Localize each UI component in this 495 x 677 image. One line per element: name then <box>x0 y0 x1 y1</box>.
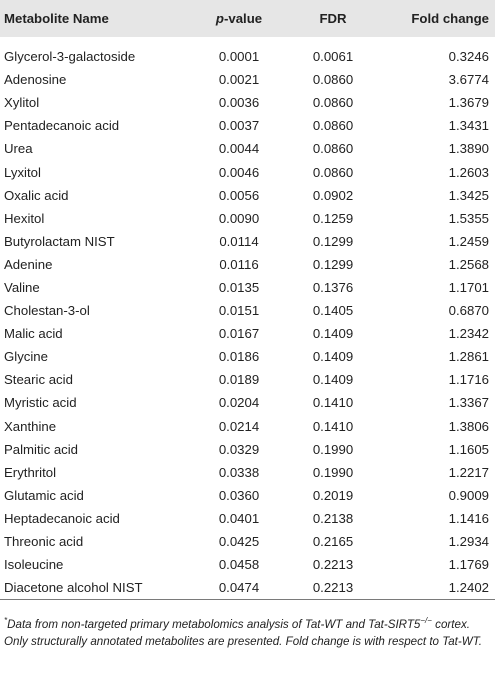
table-row <box>0 230 495 253</box>
p-value-cell: 0.0474 <box>195 576 283 600</box>
fold-change-cell: 1.1605 <box>448 441 489 457</box>
metabolite-name-cell: Hexitol <box>4 210 45 226</box>
p-value-cell: 0.0021 <box>218 72 260 88</box>
metabolite-name-cell: Adenosine <box>4 72 67 88</box>
fold-change-cell: 1.2217 <box>448 464 489 480</box>
p-value-cell: 0.0186 <box>218 349 260 365</box>
table-row <box>0 461 495 484</box>
table-row <box>0 484 495 507</box>
metabolite-name-cell: Valine <box>4 279 40 295</box>
metabolite-name-cell: Palmitic acid <box>4 441 79 457</box>
metabolite-name-cell: Heptadecanoic acid <box>4 510 120 526</box>
p-value-cell: 0.0037 <box>218 118 260 134</box>
metabolite-name-cell: Pentadecanoic acid <box>4 118 120 134</box>
metabolite-name-cell: Adenine <box>4 256 53 272</box>
p-value-cell: 0.0114 <box>219 233 259 249</box>
p-value-cell: 0.0204 <box>218 395 260 411</box>
fold-change-cell: 1.2861 <box>448 349 489 365</box>
metabolite-name-cell: Glutamic acid <box>4 487 84 503</box>
metabolite-name-cell: Xanthine <box>4 418 57 434</box>
table-row <box>0 160 495 183</box>
metabolite-name-cell: Myristic acid <box>4 395 77 411</box>
table-row <box>0 576 495 600</box>
footnote-text-before: Data from non-targeted primary metabolomics analysis of Tat-WT and Tat-SIRT5 <box>7 618 421 631</box>
metabolite-name-cell: Oxalic acid <box>4 187 69 203</box>
table-row <box>0 91 495 114</box>
fdr-cell: 0.1410 <box>312 395 354 411</box>
p-value-cell: 0.0116 <box>219 256 259 272</box>
header-fdr: FDR <box>319 11 347 26</box>
metabolite-name-cell: Isoleucine <box>4 557 64 573</box>
table-footnote <box>4 616 491 650</box>
fdr-cell: 0.1410 <box>312 418 354 434</box>
fold-change-cell: 0.9009 <box>448 487 489 503</box>
fdr-cell: 0.1259 <box>312 210 354 226</box>
metabolite-name-cell: Cholestan-3-ol <box>4 303 90 319</box>
fold-change-cell: 1.3425 <box>448 187 489 203</box>
p-value-cell: 0.0360 <box>218 487 260 503</box>
fold-change-cell: 0.3246 <box>448 49 489 65</box>
header-p-italic: p <box>215 11 224 26</box>
p-value-cell: 0.0214 <box>218 418 260 434</box>
header-p-rest: -value <box>223 11 263 26</box>
metabolite-name-cell: Diacetone alcohol NIST <box>0 576 195 600</box>
fold-change-cell: 1.2342 <box>448 326 489 342</box>
metabolite-name-cell: Threonic acid <box>4 534 84 550</box>
p-value-cell: 0.0189 <box>218 372 260 388</box>
metabolite-name-cell: Lyxitol <box>4 164 41 180</box>
footnote-marker: * <box>4 616 8 626</box>
fdr-cell: 0.0860 <box>312 95 354 111</box>
metabolite-name-cell: Xylitol <box>4 95 40 111</box>
fdr-cell: 0.1299 <box>312 233 354 249</box>
fdr-cell: 0.1990 <box>312 441 354 457</box>
footnote-superscript: −/− <box>420 616 432 626</box>
p-value-cell: 0.0036 <box>218 95 260 111</box>
fold-change-cell: 1.1701 <box>448 279 489 295</box>
fdr-cell: 0.2213 <box>283 576 383 600</box>
table-row <box>0 507 495 530</box>
fold-change-cell: 1.2459 <box>448 233 489 249</box>
metabolite-name-cell: Glycerol-3-galactoside <box>4 49 136 65</box>
p-value-cell: 0.0458 <box>218 557 260 573</box>
metabolite-name-cell: Stearic acid <box>4 372 73 388</box>
p-value-cell: 0.0056 <box>218 187 260 203</box>
p-value-cell: 0.0001 <box>218 49 260 65</box>
metabolite-name-cell: Glycine <box>4 349 48 365</box>
table-row <box>0 37 495 68</box>
table-row <box>0 299 495 322</box>
p-value-cell: 0.0425 <box>218 534 260 550</box>
table-row <box>0 276 495 299</box>
fold-change-cell: 1.2934 <box>448 534 489 550</box>
fold-change-cell: 3.6774 <box>448 72 489 88</box>
fdr-cell: 0.0860 <box>312 164 354 180</box>
fold-change-cell: 1.3431 <box>448 118 489 134</box>
fdr-cell: 0.2019 <box>312 487 354 503</box>
p-value-cell: 0.0338 <box>218 464 260 480</box>
metabolite-name-cell: Butyrolactam NIST <box>4 233 115 249</box>
fold-change-cell: 1.1769 <box>448 557 489 573</box>
footnote-text-after: cortex. Only structurally annotated metabolites are presented. Fold change is with respect to Tat-WT. <box>4 618 482 648</box>
fdr-cell: 0.1990 <box>312 464 354 480</box>
fold-change-cell: 1.3890 <box>448 141 489 157</box>
p-value-cell: 0.0401 <box>218 510 260 526</box>
fdr-cell: 0.1405 <box>312 303 354 319</box>
table-row <box>0 184 495 207</box>
table-row <box>0 415 495 438</box>
fdr-cell: 0.1409 <box>312 349 354 365</box>
fdr-cell: 0.1299 <box>312 256 354 272</box>
table-row <box>0 438 495 461</box>
fold-change-cell: 1.2603 <box>448 164 489 180</box>
fdr-cell: 0.2138 <box>312 510 354 526</box>
fold-change-cell: 1.3806 <box>448 418 489 434</box>
fdr-cell: 0.0860 <box>312 118 354 134</box>
p-value-cell: 0.0167 <box>218 326 260 342</box>
p-value-cell: 0.0329 <box>218 441 260 457</box>
table-row <box>0 207 495 230</box>
table-row <box>0 530 495 553</box>
table-row <box>0 114 495 137</box>
fold-change-cell: 1.1416 <box>448 510 489 526</box>
table-row <box>0 68 495 91</box>
fdr-cell: 0.1376 <box>312 279 354 295</box>
metabolite-name-cell: Erythritol <box>4 464 57 480</box>
table-row <box>0 137 495 160</box>
header-p-value <box>195 0 283 37</box>
fdr-cell: 0.0061 <box>312 49 354 65</box>
table-header <box>0 0 495 37</box>
fdr-cell: 0.1409 <box>312 326 354 342</box>
table-row <box>0 322 495 345</box>
p-value-cell: 0.0044 <box>218 141 260 157</box>
fdr-cell: 0.0860 <box>312 141 354 157</box>
fold-change-cell: 1.2402 <box>383 576 495 600</box>
header-row <box>0 0 495 37</box>
fold-change-cell: 1.5355 <box>448 210 489 226</box>
table-row <box>0 253 495 276</box>
fold-change-cell: 1.2568 <box>448 256 489 272</box>
fdr-cell: 0.2213 <box>312 557 354 573</box>
metabolite-name-cell: Urea <box>4 141 33 157</box>
fdr-cell: 0.2165 <box>312 534 354 550</box>
p-value-cell: 0.0046 <box>218 164 260 180</box>
header-metabolite-name: Metabolite Name <box>4 11 109 26</box>
p-value-cell: 0.0090 <box>218 210 260 226</box>
fdr-cell: 0.0902 <box>312 187 354 203</box>
table-row <box>0 391 495 414</box>
fold-change-cell: 1.1716 <box>448 372 489 388</box>
table-row <box>0 553 495 576</box>
header-fold-change: Fold change <box>411 11 489 26</box>
fold-change-cell: 1.3679 <box>448 95 489 111</box>
table-body <box>0 37 495 600</box>
fold-change-cell: 1.3367 <box>448 395 489 411</box>
p-value-cell: 0.0135 <box>218 279 260 295</box>
metabolite-name-cell: Malic acid <box>4 326 63 342</box>
fdr-cell: 0.0860 <box>312 72 354 88</box>
p-value-cell: 0.0151 <box>218 303 260 319</box>
fdr-cell: 0.1409 <box>312 372 354 388</box>
fold-change-cell: 0.6870 <box>448 303 489 319</box>
table-row <box>0 368 495 391</box>
table-row <box>0 345 495 368</box>
